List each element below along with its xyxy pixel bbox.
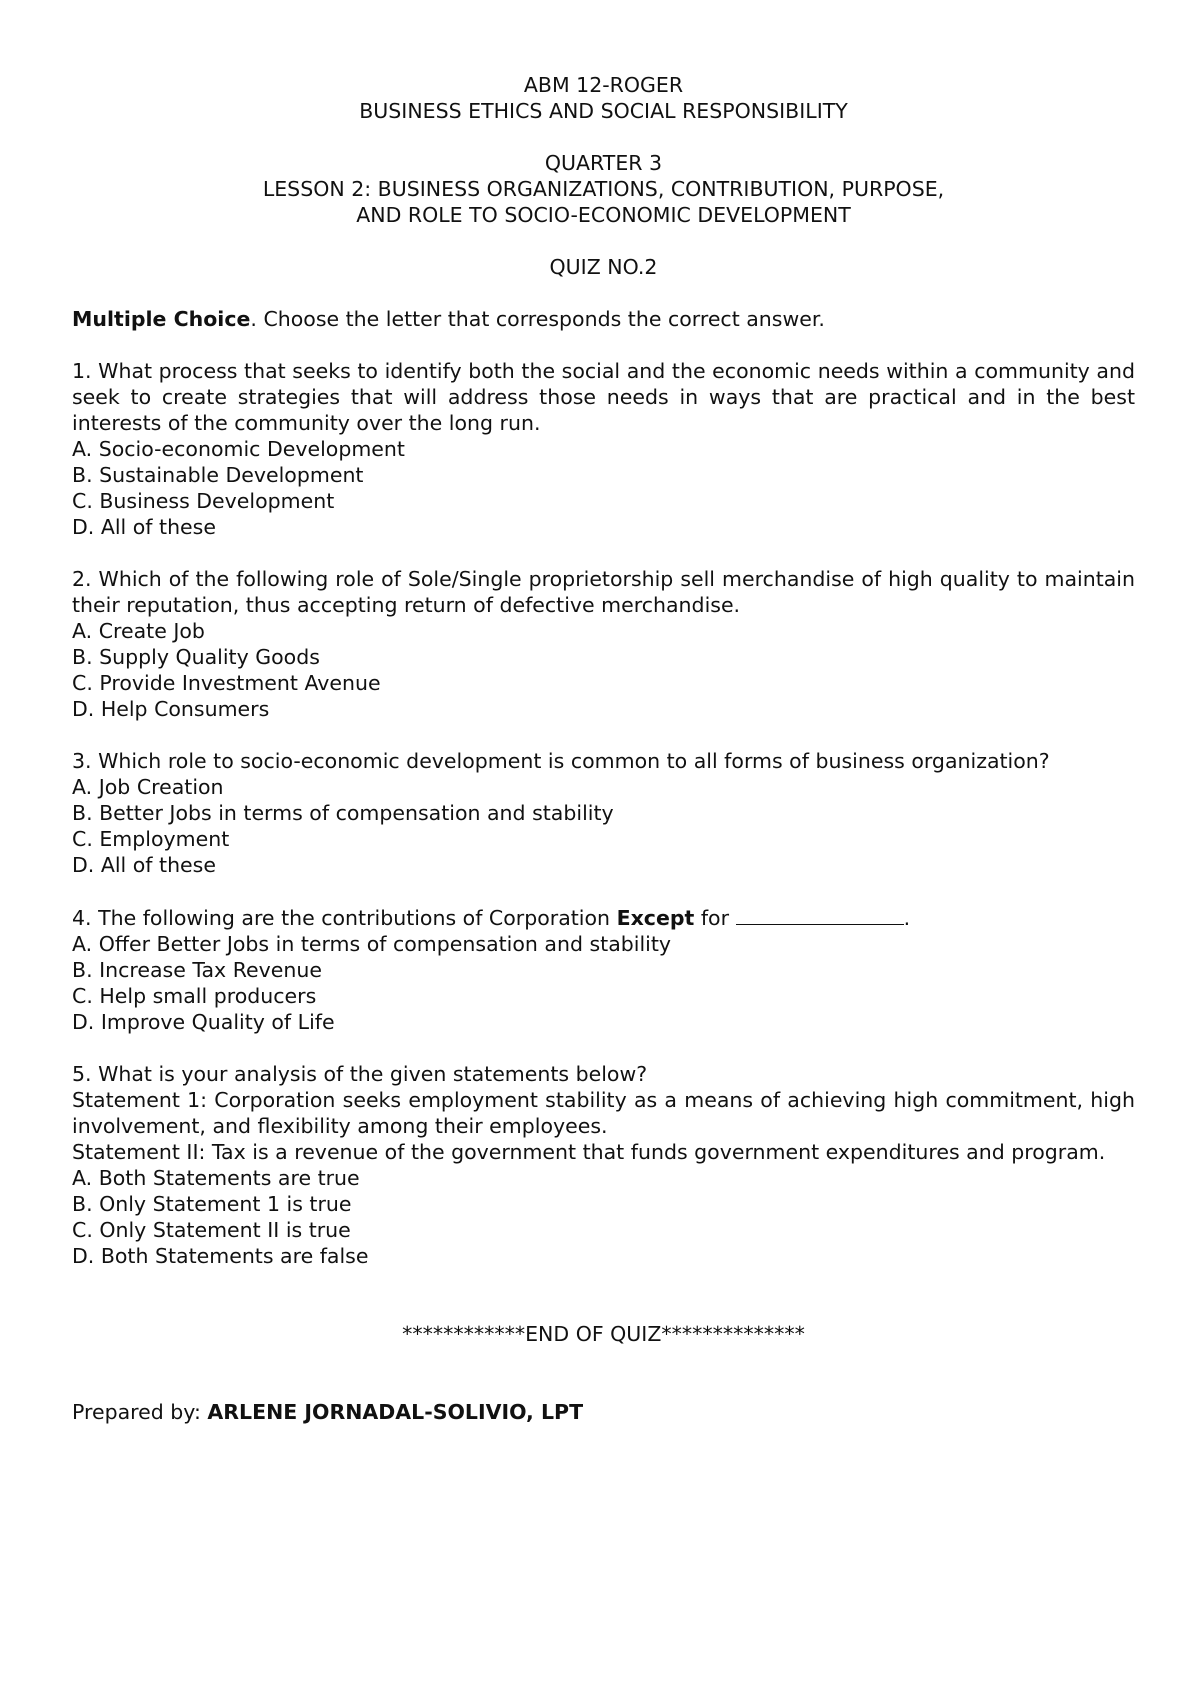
question-2 — [72, 566, 1135, 722]
option-a: A. Both Statements are true — [72, 1166, 360, 1190]
option-c: C. Only Statement II is true — [72, 1218, 351, 1242]
option-a: A. Job Creation — [72, 775, 224, 799]
lesson-title-line1: LESSON 2: BUSINESS ORGANIZATIONS, CONTRIBUTION, PURPOSE, — [262, 177, 945, 201]
question-text — [72, 904, 1135, 931]
option-b: B. Only Statement 1 is true — [72, 1192, 352, 1216]
lesson-title-line2: AND ROLE TO SOCIO-ECONOMIC DEVELOPMENT — [356, 203, 851, 227]
question-text-mid: for — [694, 906, 736, 930]
option-a: A. Offer Better Jobs in terms of compensation and stability — [72, 932, 672, 956]
quiz-number: QUIZ NO.2 — [549, 255, 658, 279]
quarter-label: QUARTER 3 — [544, 151, 663, 175]
question-text: 1. What process that seeks to identify both the social and the economic needs within a community and seek to create strategies that will address those needs in ways that are practical and in the best interests of the community over the long run. — [72, 359, 1135, 435]
document-header — [72, 72, 1135, 280]
end-of-quiz: ************END OF QUIZ************** — [402, 1322, 805, 1346]
question-text-end: . — [903, 906, 911, 930]
option-d: D. All of these — [72, 515, 216, 539]
statement-1: Statement 1: Corporation seeks employment stability as a means of achieving high commitment, high involvement, and flexibility among their employees. — [72, 1088, 1135, 1138]
answer-blank — [736, 904, 904, 925]
option-c: C. Provide Investment Avenue — [72, 671, 381, 695]
option-b: B. Better Jobs in terms of compensation and stability — [72, 801, 614, 825]
option-b: B. Supply Quality Goods — [72, 645, 320, 669]
option-d: D. Improve Quality of Life — [72, 1010, 335, 1034]
subject-title: BUSINESS ETHICS AND SOCIAL RESPONSIBILITY — [359, 99, 848, 123]
instructions — [72, 306, 1135, 332]
question-text-start: 4. The following are the contributions of Corporation — [72, 906, 617, 930]
class-section: ABM 12-ROGER — [523, 73, 684, 97]
question-text: 5. What is your analysis of the given statements below? — [72, 1062, 648, 1086]
prepared-by-label: Prepared by: — [72, 1400, 208, 1424]
option-a: A. Socio-economic Development — [72, 437, 405, 461]
option-c: C. Help small producers — [72, 984, 317, 1008]
option-d: D. All of these — [72, 853, 216, 877]
option-d: D. Help Consumers — [72, 697, 270, 721]
statement-2: Statement II: Tax is a revenue of the government that funds government expenditures and program. — [72, 1140, 1106, 1164]
option-a: A. Create Job — [72, 619, 205, 643]
option-b: B. Sustainable Development — [72, 463, 364, 487]
prepared-by — [72, 1399, 1135, 1425]
except-emphasis: Except — [616, 906, 695, 930]
preparer-name: ARLENE JORNADAL-SOLIVIO, LPT — [207, 1400, 584, 1424]
question-text: 3. Which role to socio-economic development is common to all forms of business organization? — [72, 749, 1050, 773]
instructions-text: . Choose the letter that corresponds the correct answer. — [250, 307, 825, 331]
question-text: 2. Which of the following role of Sole/Single proprietorship sell merchandise of high quality to maintain their reputation, thus accepting return of defective merchandise. — [72, 567, 1135, 617]
quiz-page — [72, 72, 1135, 1425]
option-c: C. Employment — [72, 827, 230, 851]
option-d: D. Both Statements are false — [72, 1244, 369, 1268]
question-3 — [72, 748, 1135, 878]
option-c: C. Business Development — [72, 489, 335, 513]
question-4 — [72, 904, 1135, 1035]
option-b: B. Increase Tax Revenue — [72, 958, 322, 982]
instructions-type: Multiple Choice — [72, 307, 251, 331]
question-1 — [72, 358, 1135, 540]
question-5 — [72, 1061, 1135, 1269]
